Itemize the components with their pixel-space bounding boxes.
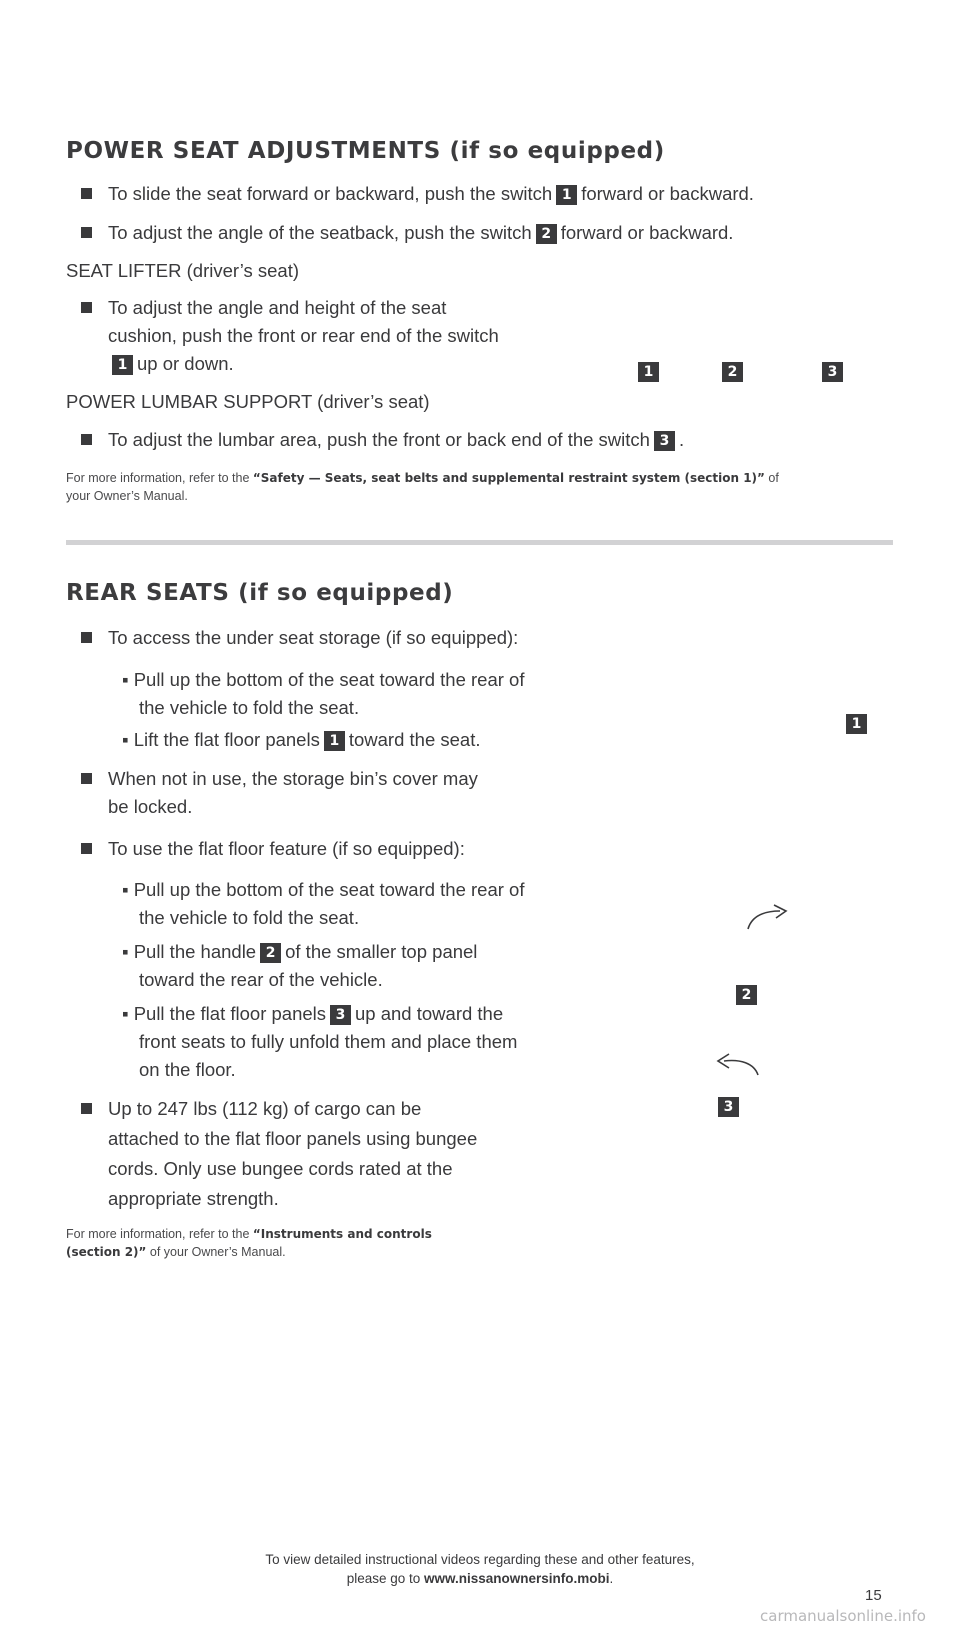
seat-lifter-heading: SEAT LIFTER (driver’s seat) bbox=[66, 260, 300, 281]
owners-info-link[interactable]: www.nissanownersinfo.mobi bbox=[424, 1571, 610, 1586]
page-number: 15 bbox=[865, 1587, 882, 1604]
rear-sub-4-line2: toward the rear of the vehicle. bbox=[139, 969, 383, 990]
rear-seats-bullet-4-line3: cords. Only use bungee cords rated at the bbox=[108, 1158, 453, 1179]
rear-sub-2: ▪ Lift the flat floor panels 1 toward the seat. bbox=[122, 729, 481, 750]
watermark: carmanualsonline.info bbox=[760, 1607, 926, 1625]
figure-label-1: 1 bbox=[846, 714, 867, 734]
footer-line-2: please go to www.nissanownersinfo.mobi. bbox=[346, 1571, 614, 1586]
rear-seats-bullet-2-line2: be locked. bbox=[108, 796, 193, 817]
rear-seats-reference-note: For more information, refer to the “Instruments and controls (section 2)” of your Owner’s Manual. bbox=[66, 1227, 432, 1259]
callout-badge-3: 3 bbox=[330, 1005, 351, 1025]
callout-badge-3: 3 bbox=[654, 431, 675, 451]
curved-arrow-right-icon bbox=[746, 903, 790, 931]
lumbar-bullet: To adjust the lumbar area, push the front or back end of the switch 3 . bbox=[108, 429, 685, 450]
bullet-square-icon bbox=[81, 302, 92, 313]
curved-arrow-left-icon bbox=[714, 1051, 760, 1077]
rear-sub-1-line2: the vehicle to fold the seat. bbox=[139, 697, 360, 718]
rear-seats-bullet-4-line4: appropriate strength. bbox=[108, 1188, 279, 1209]
power-seat-reference-note: For more information, refer to the “Safety — Seats, seat belts and supplemental restraint system (section 1)” of your Owner’s Manual. bbox=[66, 471, 779, 503]
bullet-square-icon bbox=[81, 188, 92, 199]
rear-seats-bullet-1: To access the under seat storage (if so equipped): bbox=[108, 627, 519, 648]
rear-sub-4-line1: ▪ Pull the handle 2 of the smaller top panel bbox=[122, 941, 478, 962]
callout-badge-1: 1 bbox=[324, 731, 345, 751]
power-seat-bullet-1: To slide the seat forward or backward, push the switch 1 forward or backward. bbox=[108, 183, 754, 204]
rear-sub-1-line1: ▪ Pull up the bottom of the seat toward the rear of bbox=[122, 669, 525, 690]
rear-sub-5-line2: front seats to fully unfold them and place them bbox=[139, 1031, 518, 1052]
callout-badge-2: 2 bbox=[260, 943, 281, 963]
rear-sub-5-line3: on the floor. bbox=[139, 1059, 236, 1080]
bullet-square-icon bbox=[81, 434, 92, 445]
section-title-power-seat: POWER SEAT ADJUSTMENTS (if so equipped) bbox=[66, 138, 665, 164]
callout-badge-2: 2 bbox=[536, 224, 557, 244]
section-divider bbox=[66, 540, 893, 545]
lumbar-heading: POWER LUMBAR SUPPORT (driver’s seat) bbox=[66, 391, 430, 412]
footer-line-1: To view detailed instructional videos regarding these and other features, bbox=[265, 1552, 695, 1567]
callout-badge-1: 1 bbox=[556, 185, 577, 205]
bullet-square-icon bbox=[81, 632, 92, 643]
seat-lifter-bullet-line2: cushion, push the front or rear end of the switch bbox=[108, 325, 499, 346]
section-title-rear-seats: REAR SEATS (if so equipped) bbox=[66, 580, 454, 606]
callout-badge-1: 1 bbox=[112, 355, 133, 375]
rear-seats-bullet-2-line1: When not in use, the storage bin’s cover may bbox=[108, 768, 478, 789]
rear-sub-3-line1: ▪ Pull up the bottom of the seat toward the rear of bbox=[122, 879, 525, 900]
power-seat-bullet-2: To adjust the angle of the seatback, push the switch 2 forward or backward. bbox=[108, 222, 734, 243]
rear-sub-5-line1: ▪ Pull the flat floor panels 3 up and toward the bbox=[122, 1003, 504, 1024]
figure-label-3: 3 bbox=[822, 362, 843, 382]
seat-lifter-bullet-line1: To adjust the angle and height of the seat bbox=[108, 297, 447, 318]
figure-label-2: 2 bbox=[736, 985, 757, 1005]
bullet-square-icon bbox=[81, 843, 92, 854]
bullet-square-icon bbox=[81, 1103, 92, 1114]
rear-seats-bullet-4-line2: attached to the flat floor panels using bungee bbox=[108, 1128, 478, 1149]
seat-lifter-bullet-line3: 1 up or down. bbox=[108, 352, 234, 376]
bullet-square-icon bbox=[81, 227, 92, 238]
rear-seats-bullet-4-line1: Up to 247 lbs (112 kg) of cargo can be bbox=[108, 1098, 422, 1119]
rear-seats-bullet-3: To use the flat floor feature (if so equipped): bbox=[108, 838, 465, 859]
figure-label-1: 1 bbox=[638, 362, 659, 382]
figure-label-3: 3 bbox=[718, 1097, 739, 1117]
figure-label-2: 2 bbox=[722, 362, 743, 382]
bullet-square-icon bbox=[81, 773, 92, 784]
rear-sub-3-line2: the vehicle to fold the seat. bbox=[139, 907, 360, 928]
